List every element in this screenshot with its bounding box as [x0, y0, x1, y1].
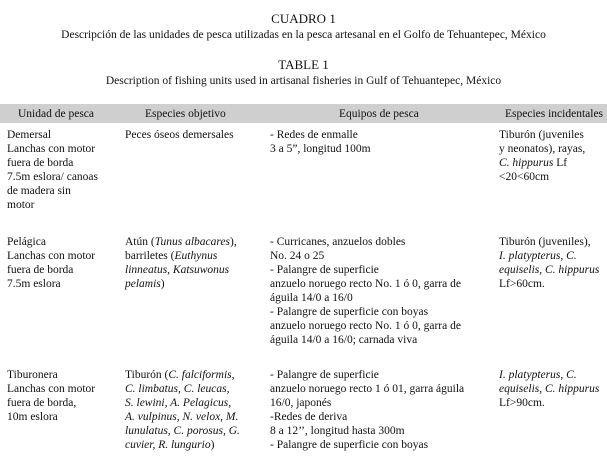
table-row-pelagica-equipos: - Curricanes, anzuelos dobles No. 24 o 25 - Palangre de superficie anzuelo noruego recto No. 1 ó 0, garra de águila 14/0 a 16/0 - Palangre de superficie con boyas anzuelo noruego recto No. 1 ó 0, garra de águila 14/0 a 16/0; carnada viva	[270, 236, 461, 346]
column-header-equipos: Equipos de pesca	[339, 108, 419, 120]
table-row-demersal-objetivo: Peces óseos demersales	[125, 129, 234, 141]
column-header-especies-incidentales: Especies incidentales	[505, 108, 604, 120]
table-title: TABLE 1	[278, 57, 329, 72]
table-row-tiburonera-unidad: Tiburonera Lanchas con motor fuera de borda, 10m eslora	[7, 369, 96, 423]
table-row-demersal-equipos: - Redes de enmalle 3 a 5”, longitud 100m	[270, 129, 371, 155]
column-header-unidad: Unidad de pesca	[18, 108, 94, 120]
cuadro-title: CUADRO 1	[271, 11, 336, 26]
table-row-pelagica-incidentales: Tiburón (juveniles), I. platypterus, C. equiselis, C. hippurus Lf>60cm.	[499, 236, 600, 290]
table-row-demersal-unidad: Demersal Lanchas con motor fuera de borda 7.5m eslora/ canoas de madera sin motor	[7, 129, 99, 211]
table-caption: Description of fishing units used in artisanal fisheries in Gulf of Tehuantepec, México	[105, 75, 502, 87]
table-row-pelagica-unidad: Pelágica Lanchas con motor fuera de borda 7.5m eslora	[7, 236, 96, 290]
table-row-demersal-incidentales: Tiburón (juveniles y neonatos), rayas, C. hippurus Lf <20<60cm	[499, 129, 586, 183]
table-row-tiburonera-equipos: - Palangre de superficie anzuelo noruego recto 1 ó 01, garra águila 16/0, japonés -Redes de deriva 8 a 12’’, longitud hasta 300m - Palangre de superficie con boyas	[270, 369, 465, 451]
cuadro-caption: Descripción de las unidades de pesca utilizadas en la pesca artesanal en el Golfo de Tehuantepec, México	[61, 29, 546, 41]
table-row-pelagica-objetivo: Atún (Tunus albacares), barriletes (Euthynus linneatus, Katsuwonus pelamis)	[125, 236, 237, 290]
table-row-tiburonera-incidentales: I. platypterus, C. equiselis, C. hippurus Lf>90cm.	[499, 369, 600, 409]
table-row-tiburonera-objetivo: Tiburón (C. falciformis, C. limbatus, C. leucas, S. lewini, A. Pelagicus, A. vulpinus, N. velox, M. lunulatus, C. porosus, G. cuvier, R. lungurio)	[125, 369, 240, 451]
column-header-especies-objetivo: Especies objetivo	[145, 108, 226, 120]
